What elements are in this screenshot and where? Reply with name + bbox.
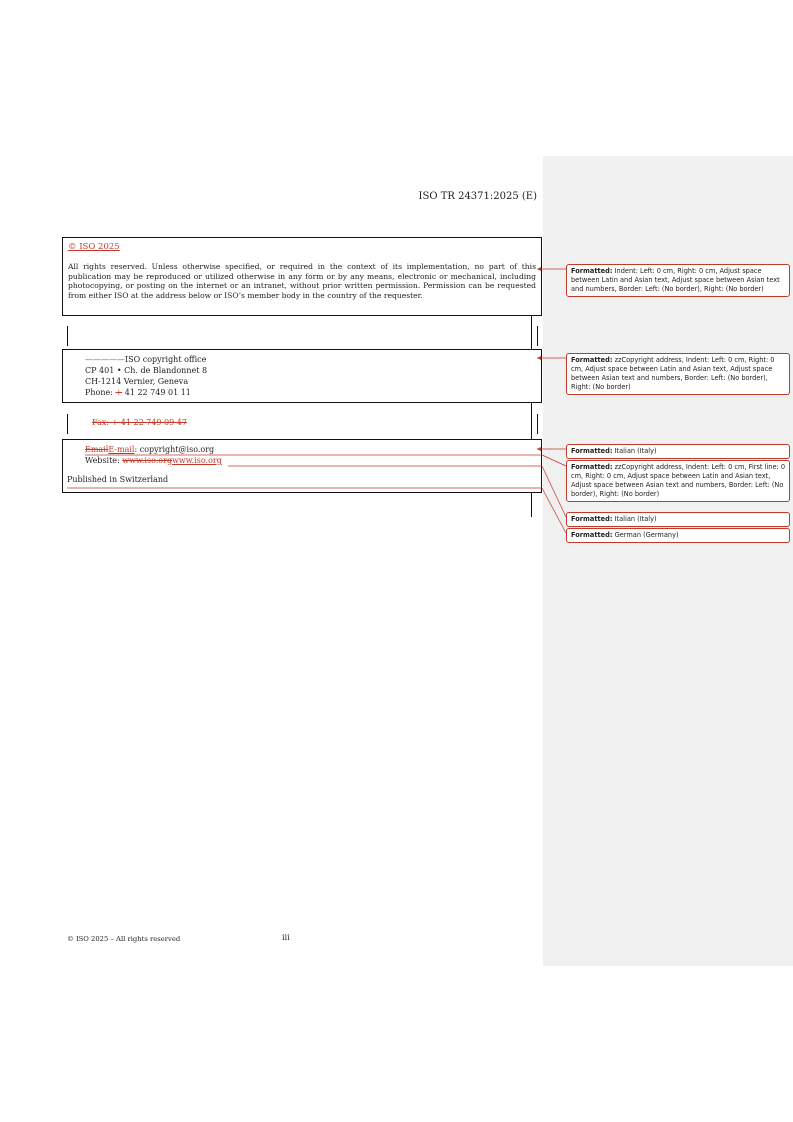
inserted-website[interactable]: www.iso.org [172,456,222,465]
rights-statement[interactable]: All rights reserved. Unless otherwise specified, or required in the context of its implementation, no part of this publication may be reproduced or utilized otherwise in any form or by any means, electronic or mechanical, including photocopying, or posting on the internet or an intranet, without prior written permission. Permission can be requested from either ISO at the address below or ISO’s member body in the country of the requester. [68,262,536,300]
website-line[interactable]: Website: www.iso.orgwww.iso.org [85,456,222,465]
tab-leader: ————— [85,355,125,364]
format-comment-balloon[interactable]: Formatted: zzCopyright address, Indent: Left: 0 cm, Right: 0 cm, Adjust space between Latin and Asian text, Adjust space between Asian text and numbers, Border: Left: (No border), Right: (No border) [566,353,790,395]
deleted-fax-line[interactable]: Fax: + 41 22 749 09 47 [92,418,187,427]
published-line[interactable]: Published in Switzerland [67,475,169,484]
table-border-line [537,326,538,346]
format-comment-balloon[interactable]: Formatted: Italian (Italy) [566,512,790,527]
copyright-year[interactable]: © ISO 2025 [68,242,120,252]
copyright-notice-box [62,237,542,316]
inserted-email-label: E-mail [108,445,135,454]
address-line-2[interactable]: CH-1214 Vernier, Geneva [85,377,189,386]
format-comment-balloon[interactable]: Formatted: zzCopyright address, Indent: Left: 0 cm, First line: 0 cm, Right: 0 cm, Adjust space between Latin and Asian text, Adjust space between Asian text and numbers, Border: Left: (No border), Right: (No border) [566,460,790,502]
address-line-1[interactable]: CP 401 • Ch. de Blandonnet 8 [85,366,208,375]
copyright-address-box [62,349,542,403]
page-number: iii [282,933,290,942]
deleted-email-label: Email [85,445,109,454]
format-comment-balloon[interactable]: Formatted: Italian (Italy) [566,444,790,459]
deleted-website: www.iso.org [122,456,173,465]
copyright-office[interactable]: —————ISO copyright office [85,355,207,364]
table-border-line [67,326,68,346]
format-comment-balloon[interactable]: Formatted: German (Germany) [566,528,790,543]
email-line[interactable]: EmailE-mail: copyright@iso.org [85,445,215,454]
deleted-plus: + [115,388,123,397]
footer-rights: © ISO 2025 – All rights reserved [67,935,181,943]
contact-box [62,439,542,493]
document-id: ISO TR 24371:2025 (E) [418,191,537,202]
table-border-line [537,414,538,434]
phone-line[interactable]: Phone: + 41 22 749 01 11 [85,388,191,397]
format-comment-balloon[interactable]: Formatted: Indent: Left: 0 cm, Right: 0 cm, Adjust space between Latin and Asian text, Adjust space between Asian text and numbers, Border: Left: (No border), Right: (No border) [566,264,790,297]
table-border-line [67,414,68,434]
